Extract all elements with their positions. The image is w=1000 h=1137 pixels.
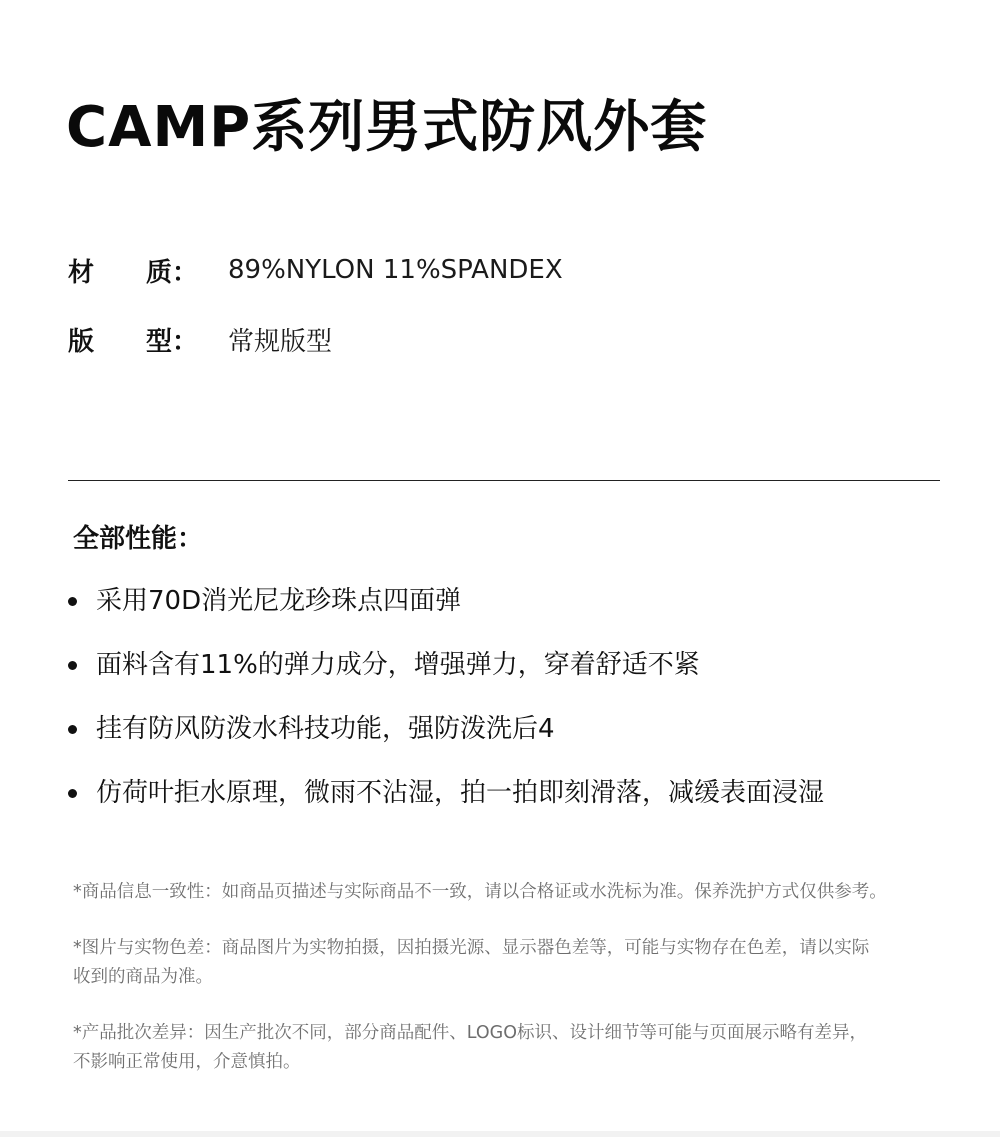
bullet-dot-icon	[68, 789, 77, 798]
note-batch-difference	[73, 1019, 963, 1077]
bullet-dot-icon	[68, 725, 77, 734]
note-line: *商品信息一致性：如商品页描述与实际商品不一致，请以合格证或水洗标为准。保养洗护方式仅供参考。	[73, 882, 887, 902]
feature-text: 仿荷叶拒水原理，微雨不沾湿，拍一拍即刻滑落，减缓表面浸湿	[96, 778, 825, 808]
feature-text: 采用70D消光尼龙珍珠点四面弹	[96, 586, 462, 616]
note-color-difference	[73, 934, 963, 992]
list-item	[66, 709, 966, 749]
list-item	[66, 773, 966, 813]
list-item	[66, 645, 966, 685]
bottom-strip	[0, 1131, 1000, 1137]
spec-label-material: 材 质：	[68, 257, 199, 288]
note-consistency	[73, 878, 963, 907]
bullet-dot-icon	[68, 597, 77, 606]
feature-text: 面料含有11%的弹力成分，增强弹力，穿着舒适不紧	[96, 650, 700, 680]
spec-row-fit	[68, 319, 332, 359]
note-line: 不影响正常使用，介意慎拍。	[73, 1052, 301, 1072]
feature-list	[66, 581, 966, 837]
spec-label-fit: 版 型：	[68, 326, 199, 357]
spec-value-material: 89%NYLON 11%SPANDEX	[228, 255, 563, 285]
features-heading: 全部性能：	[73, 524, 204, 554]
feature-text: 挂有防风防泼水科技功能，强防泼洗后4	[96, 714, 555, 744]
product-title: CAMP系列男式防风外套	[66, 95, 708, 160]
note-line: *图片与实物色差：商品图片为实物拍摄，因拍摄光源、显示器色差等，可能与实物存在色差，请以实际	[73, 938, 870, 958]
bullet-dot-icon	[68, 661, 77, 670]
note-line: *产品批次差异：因生产批次不同，部分商品配件、LOGO标识、设计细节等可能与页面展示略有差异，	[73, 1023, 867, 1043]
spec-value-fit: 常规版型	[228, 326, 333, 357]
list-item	[66, 581, 966, 621]
note-line: 收到的商品为准。	[73, 967, 213, 987]
spec-row-material	[68, 250, 563, 290]
section-divider	[68, 480, 940, 481]
disclaimer-notes	[73, 878, 963, 1104]
